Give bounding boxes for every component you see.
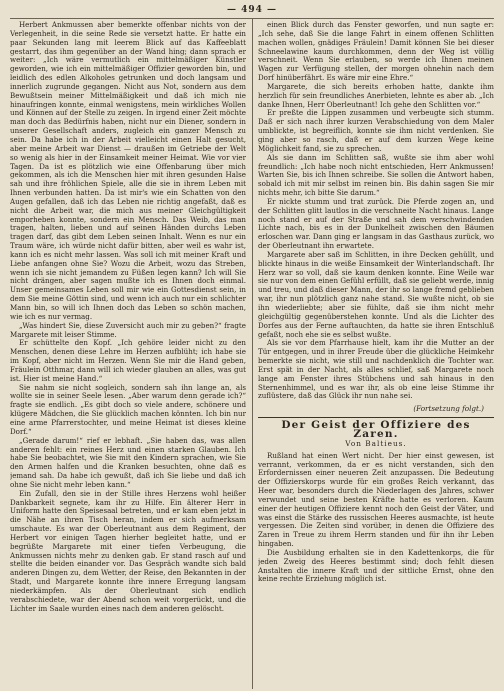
columns <box>10 18 494 689</box>
article-title: Der Geist der Offiziere des Zaren. <box>281 419 471 440</box>
paragraph: Rußland hat einen Wert nicht. Der hier einst gewesen, ist verrannt, verkommen, da er es nicht verstanden, sich den Erfordernissen einer neueren Zeit anzupassen. Die Bedeutung der Offizierskorps wurde für ein großes Reich verkannt, das Heer war, besonders durch die Niederlagen des Jahres, schwer verwundet und seine besten Kräfte hatte es verloren. Kaum einer der heutigen Offiziere kennt noch den Geist der Väter, und was einst die Stärke des russischen Heeres ausmachte, ist heute vergessen. Die Zeiten sind vorüber, in denen die Offiziere des Zaren in Treue zu ihrem Herrn standen und für ihn ihr Leben hingaben. <box>258 450 494 549</box>
paragraph: Als sie dann im Schlitten saß, wußte sie ihm aber wohl freundlich: „Ich habe noch nicht entschieden, Herr Ankmussen! Warten Sie, bis ich Ihnen schreibe. Sie sollen die Antwort haben, sobald ich mit mir selbst im reinen bin. Bis dahin sagen Sie mir nichts mehr, ich bitte Sie darum.“ <box>258 152 494 198</box>
paragraph: Herbert Ankmussen aber bemerkte offenbar nichts von der Verlegenheit, in die seine Rede sie versetzt hatte. Er hatte ein paar Sekunden lang mit leerem Blick auf das Kaffeeblatt gestarrt, das ihm gegenüber an der Wand hing; dann sprach er weiter: „Ich wäre vermutlich ein mittelmäßiger Künstler geworden, wie ich ein mittelmäßiger Offizier geworden bin, und leidlich des edlen Alkoholes getrunken und doch langsam und innerlich zugrunde gegangen. Nicht aus Not, sondern aus dem Bewußtsein meiner Mittelmäßigkeit und daß ich mich nie hinaufringen konnte, einmal wenigstens, mein wirkliches Wollen und Können auf der Stelle zu zeigen. In irgend einer Zeit möchte man doch das Bedürfnis haben, nicht nur ein Diener, sondern in unserer Gesellschaft anders, zugleich ein ganzer Mensch zu sein. Da habe ich in der Arbeit vielleicht einen Halt gesucht, aber meine Arbeit war Dienst — draußen im Getriebe der Welt so wenig als hier in der Einsamkeit meiner Heimat. Wie vor vier Tagen. Da ist es plötzlich wie eine Offenbarung über mich gekommen, als ich die Menschen hier mit ihren gesunden Halse sah und ihre fröhlichen Spiele, alle die sie in ihrem Leben mit Ihnen verbunden hatten. Da ist mir's wie ein Schatten von den Augen gefallen, daß ich das Leben nie richtig angefaßt, daß es nicht die Arbeit war, die mich aus meiner Gleichgültigkeit emporheben konnte, sondern ein Mensch. Das Weib, das man tragen, halten, lieben und auf seinen Händen durchs Leben tragen darf, das gibt dem Leben seinen Inhalt. Wenn es nur ein Traum wäre, ich würde nicht dafür bitten, aber weil es wahr ist, kann ich es nicht mehr lassen. Was soll ich mit meiner Kraft und Liebe anfangen ohne Sie? Wozu die Arbeit, wozu das Streben, wenn ich sie nicht jemandem zu Füßen legen kann? Ich will Sie nicht drängen, aber sagen mußte ich es Ihnen doch einmal. Unser gemeinsames Leben soll mir wie ein Gottesdienst sein, in dem Sie meine Göttin sind, und wenn ich auch nur ein schlichter Mann bin, so will ich Ihnen doch das Leben so schön machen, wie ich es nur vermag. <box>10 20 246 321</box>
paragraph: einen Blick durch das Fenster geworfen, und nun sagte er: „Ich sehe, daß Sie die lange Fahrt in einem offenen Schlitten machen wollen, gnädiges Fräulein! Damit können Sie bei dieser Schneelawine kaum durchkommen, denn der Weg ist völlig verschneit. Wenn Sie erlauben, so werde ich Ihnen meinen Wagen zur Verfügung stellen, der morgen ohnehin nach dem Dorf hinüberfährt. Es wäre mir eine Ehre.“ <box>258 20 494 83</box>
paragraph: Er schüttelte den Kopf. „Ich gehöre leider nicht zu den Menschen, denen diese Lehre im Herzen aufblüht; ich habe sie im Kopf, aber nicht im Herzen. Wenn Sie mir die Hand geben, Fräulein Otthmar, dann will ich wieder glauben an alles, was gut ist. Hier ist meine Hand.“ <box>10 338 246 383</box>
article-author: Von Baltieus. <box>345 438 407 448</box>
paragraph: Als sie vor dem Pfarrhause hielt, kam ihr die Mutter an der Tür entgegen, und in ihrer Freude über die glückliche Heimkehr bemerkte sie nicht, wie still und nachdenklich die Tochter war. Erst spät in der Nacht, als alles schlief, saß Margarete noch lange am Fenster ihres Stübchens und sah hinaus in den Sternenhimmel, und es war ihr, als ob eine leise Stimme ihr zuflüstere, daß das Glück ihr nun nahe sei. <box>258 338 494 401</box>
page-number: — 494 — <box>226 5 278 15</box>
paragraph: „Gerade darum!“ rief er lebhaft. „Sie haben das, was allen anderen fehlt: ein reines Herz und einen starken Glauben. Ich habe Sie beobachtet, wie Sie mit den Kindern sprachen, wie Sie den Armen halfen und die Kranken besuchten, ohne daß es jemand sah. Da habe ich gewußt, daß ich Sie liebe und daß ich ohne Sie nicht mehr leben kann.“ <box>10 435 246 489</box>
paragraph: Er nickte stumm und trat zurück. Die Pferde zogen an, und der Schlitten glitt lautlos in die verschneite Nacht hinaus. Lange noch stand er auf der Straße und sah dem verschwindenden Lichte nach, bis es in der Dunkelheit zwischen den Bäumen erloschen war. Dann ging er langsam in das Gasthaus zurück, wo der Oberleutnant ihn erwartete. <box>258 196 494 251</box>
section-divider <box>258 417 494 418</box>
paragraph: Margarete aber saß im Schlitten, in ihre Decken gehüllt, und blickte hinaus in die weiße Einsamkeit der Winterlandschaft. Ihr Herz war so voll, daß sie kaum denken konnte. Eine Weile war sie nur von dem einen Gefühl erfüllt, daß sie geliebt werde, innig und treu, und daß dieser Mann, der ihr so lange fremd geblieben war, ihr nun plötzlich ganz nahe stand. Sie wußte nicht, ob sie ihn wiederliebte; aber sie fühlte, daß sie ihm nicht mehr gleichgültig gegenüberstehen konnte. Und als die Lichter des Dorfes aus der Ferne auftauchten, da hatte sie ihren Entschluß gefaßt, noch ehe sie es selbst wußte. <box>258 249 494 339</box>
paragraph: Sie nahm sie nicht sogleich, sondern sah ihn lange an, als wollte sie in seiner Seele lesen. „Aber warum denn gerade ich?“ fragte sie endlich. „Es gibt doch so viele andere, schönere und klügere Mädchen, die Sie glücklich machen könnten. Ich bin nur eine arme Pfarrerstochter, und meine Heimat ist dieses kleine Dorf.“ <box>10 382 246 436</box>
paragraph: Die Ausbildung erhalten sie in den Kadettenkorps, die für jeden Zweig des Heeres bestimmt sind; doch fehlt diesen Anstalten die innere Kraft und der sittliche Ernst, ohne den keine rechte Erziehung möglich ist. <box>258 547 494 584</box>
paragraph: Ein Zufall, den sie in der Stille ihres Herzens wohl heißer Dankbarkeit segnete, kam ihr zu Hilfe. Ein älterer Herr in Uniform hatte den Speisesaal betreten, und er kam eben jetzt in die Nähe an ihren Tisch heran, indem er sich aufmerksam umschaute. Es war der Oberleutnant aus dem Regiment, der Herbert vor einigen Tagen hierher begleitet hatte, und er begrüßte Margarete mit einer tiefen Verbeugung, die Ankmussen nichts mehr zu denken gab. Er stand rasch auf und stellte die beiden einander vor. Das Gespräch wandte sich bald anderen Dingen zu, dem Wetter, der Reise, den Bekannten in der Stadt, und Margarete konnte ihre innere Erregung langsam niederkämpfen. Als der Oberleutnant sich endlich verabschiedete, war der Abend schon weit vorgerückt, und die Lichter im Saale wurden eines nach dem anderen gelöscht. <box>10 488 246 613</box>
left-column <box>10 19 246 689</box>
paragraph: Margarete, die sich bereits erhoben hatte, dankte ihm herzlich für sein freundliches Anerbieten, lehnte es aber ab. „Ich danke Ihnen, Herr Oberleutnant! Ich gehe den Schlitten vor.“ <box>258 81 494 109</box>
right-column <box>258 19 494 689</box>
paragraph: „Was hindert Sie, diese Zuversicht auch mir zu geben?“ fragte Margarete mit leiser Stimme. <box>10 320 246 339</box>
paragraph: Er preßte die Lippen zusammen und verbeugte sich stumm. Daß er sich nach ihrer kurzen Verabschiedung von dem Maler umblickte, ist begreiflich, konnte sie ihm nicht verdenken. Sie ging aber so rasch, daß er auf dem kurzen Wege keine Möglichkeit fand, sie zu sprechen. <box>258 108 494 153</box>
continuation-note: (Fortsetzung folgt.) <box>413 404 484 414</box>
column-rule <box>252 19 253 689</box>
